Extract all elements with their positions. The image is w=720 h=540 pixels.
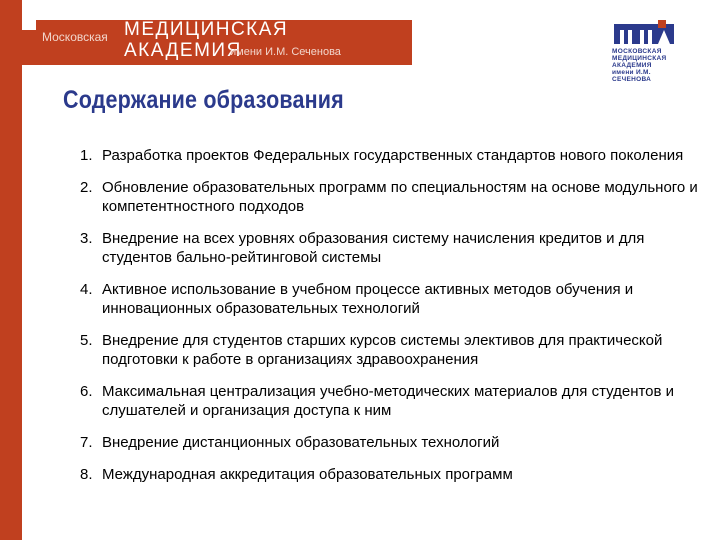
item-text: Международная аккредитация образовательных программ — [102, 466, 513, 483]
logo-caption — [612, 48, 676, 83]
header-title-line1: МЕДИЦИНСКАЯ — [124, 19, 289, 40]
item-number: 8. — [80, 466, 93, 483]
list-item — [80, 146, 700, 165]
logo-line: МЕДИЦИНСКАЯ — [612, 55, 667, 62]
list-item — [80, 331, 700, 369]
list-item — [80, 229, 700, 267]
item-text: Внедрение дистанционных образовательных технологий — [102, 434, 500, 451]
item-number: 2. — [80, 179, 93, 196]
slide-title: Содержание образования — [63, 86, 344, 114]
header-name-text: имени И.М. Сеченова — [230, 46, 341, 58]
item-text: Разработка проектов Федеральных государственных стандартов нового поколения — [102, 147, 684, 164]
item-text: Обновление образовательных программ по специальностям на основе модульного и компетентностного подходов — [102, 179, 698, 215]
left-accent-bar — [0, 0, 22, 540]
content-list — [80, 146, 700, 497]
list-item — [80, 433, 700, 452]
academy-logo — [612, 20, 676, 90]
list-item — [80, 280, 700, 318]
item-number: 4. — [80, 281, 93, 298]
mma-logo-icon — [612, 20, 676, 46]
logo-line: АКАДЕМИЯ — [612, 62, 652, 69]
header-title-line2: АКАДЕМИЯ — [124, 40, 242, 61]
list-item — [80, 382, 700, 420]
item-number: 3. — [80, 230, 93, 247]
logo-line: имени И.М. СЕЧЕНОВА — [612, 69, 652, 83]
list-item — [80, 465, 700, 484]
item-text: Максимальная централизация учебно-методических материалов для студентов и слушателей и организация доступа к ним — [102, 383, 675, 419]
list-item — [80, 178, 700, 216]
header-notch — [22, 20, 36, 30]
header-small-text: Московская — [42, 30, 108, 44]
logo-line: МОСКОВСКАЯ — [612, 48, 662, 55]
item-number: 7. — [80, 434, 93, 451]
item-text: Активное использование в учебном процессе активных методов обучения и инновационных образовательных технологий — [102, 281, 634, 317]
item-text: Внедрение для студентов старших курсов системы элективов для практической подготовки к работе в организациях здравоохранения — [102, 332, 663, 368]
item-number: 6. — [80, 383, 93, 400]
item-text: Внедрение на всех уровнях образования систему начисления кредитов и для студентов бально-рейтинговой системы — [102, 230, 645, 266]
item-number: 5. — [80, 332, 93, 349]
item-number: 1. — [80, 147, 93, 164]
